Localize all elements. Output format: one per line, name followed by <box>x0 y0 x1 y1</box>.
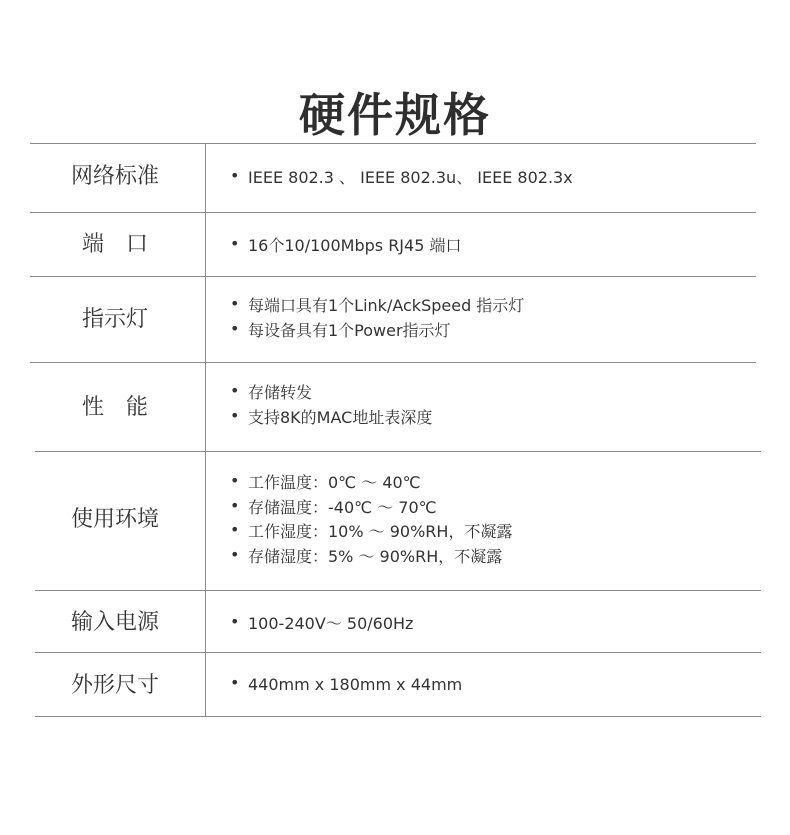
table-rule-bottom <box>35 716 761 717</box>
bullet-dot-icon: • <box>230 471 240 490</box>
bullet-dot-icon: • <box>230 381 240 400</box>
list-item-text: 存储转发 <box>248 383 313 402</box>
row-items-indicators <box>228 294 524 343</box>
row-items-ports <box>228 234 461 259</box>
list-item <box>228 294 524 319</box>
bullet-dot-icon: • <box>230 673 240 692</box>
list-item-text: 440mm x 180mm x 44mm <box>248 675 463 694</box>
list-item <box>228 471 512 496</box>
list-item-text: 存储温度：-40℃ ～ 70℃ <box>248 497 437 517</box>
table-rule-top <box>30 143 756 144</box>
bullet-dot-icon: • <box>230 405 240 425</box>
row-label-indicators: 指示灯 <box>81 307 148 332</box>
table-rule <box>35 451 761 452</box>
list-item <box>228 234 461 259</box>
table-rule <box>30 212 756 213</box>
row-items-environment <box>228 471 512 569</box>
table-rule <box>35 590 761 591</box>
list-item-text: 每设备具有1个Power指示灯 <box>248 320 451 340</box>
table-rule <box>30 276 756 277</box>
list-item-text: 存储湿度：5% ～ 90%RH，不凝露 <box>248 546 503 566</box>
row-label-environment: 使用环境 <box>70 507 159 532</box>
row-items-performance <box>228 381 432 430</box>
list-item <box>228 319 524 344</box>
row-items-network-standard <box>228 166 573 191</box>
row-label-network-standard: 网络标准 <box>70 164 159 189</box>
list-item <box>228 496 512 521</box>
row-label-ports: 端 口 <box>81 232 148 257</box>
list-item-text: 16个10/100Mbps RJ45 端口 <box>248 236 462 255</box>
row-label-dimensions: 外形尺寸 <box>70 673 159 698</box>
list-item <box>228 520 512 545</box>
table-rule <box>35 652 761 653</box>
row-items-dimensions <box>228 673 462 698</box>
bullet-dot-icon: • <box>230 318 240 338</box>
row-label-power-input: 输入电源 <box>70 610 159 635</box>
list-item <box>228 612 413 637</box>
list-item <box>228 166 573 191</box>
row-label-performance: 性 能 <box>81 395 148 420</box>
table-rule <box>30 362 756 363</box>
bullet-dot-icon: • <box>230 294 240 313</box>
list-item-text: 100-240V～ 50/60Hz <box>248 614 414 633</box>
column-divider <box>205 143 206 717</box>
list-item-text: 支持8K的MAC地址表深度 <box>248 407 433 427</box>
bullet-dot-icon: • <box>230 544 240 564</box>
list-item-text: 每端口具有1个Link/AckSpeed 指示灯 <box>248 296 525 315</box>
bullet-dot-icon: • <box>230 520 240 539</box>
bullet-dot-icon: • <box>230 612 240 631</box>
list-item <box>228 545 512 570</box>
list-item <box>228 406 432 431</box>
list-item-text: 工作温度：0℃ ～ 40℃ <box>248 473 421 492</box>
page-title: 硬件规格 <box>299 87 491 142</box>
list-item-text: 工作湿度：10% ～ 90%RH，不凝露 <box>248 522 513 541</box>
row-items-power-input <box>228 612 413 637</box>
list-item <box>228 673 462 698</box>
list-item <box>228 381 432 406</box>
bullet-dot-icon: • <box>230 166 240 185</box>
bullet-dot-icon: • <box>230 495 240 515</box>
list-item-text: IEEE 802.3 、 IEEE 802.3u、 IEEE 802.3x <box>248 168 573 187</box>
bullet-dot-icon: • <box>230 234 240 253</box>
